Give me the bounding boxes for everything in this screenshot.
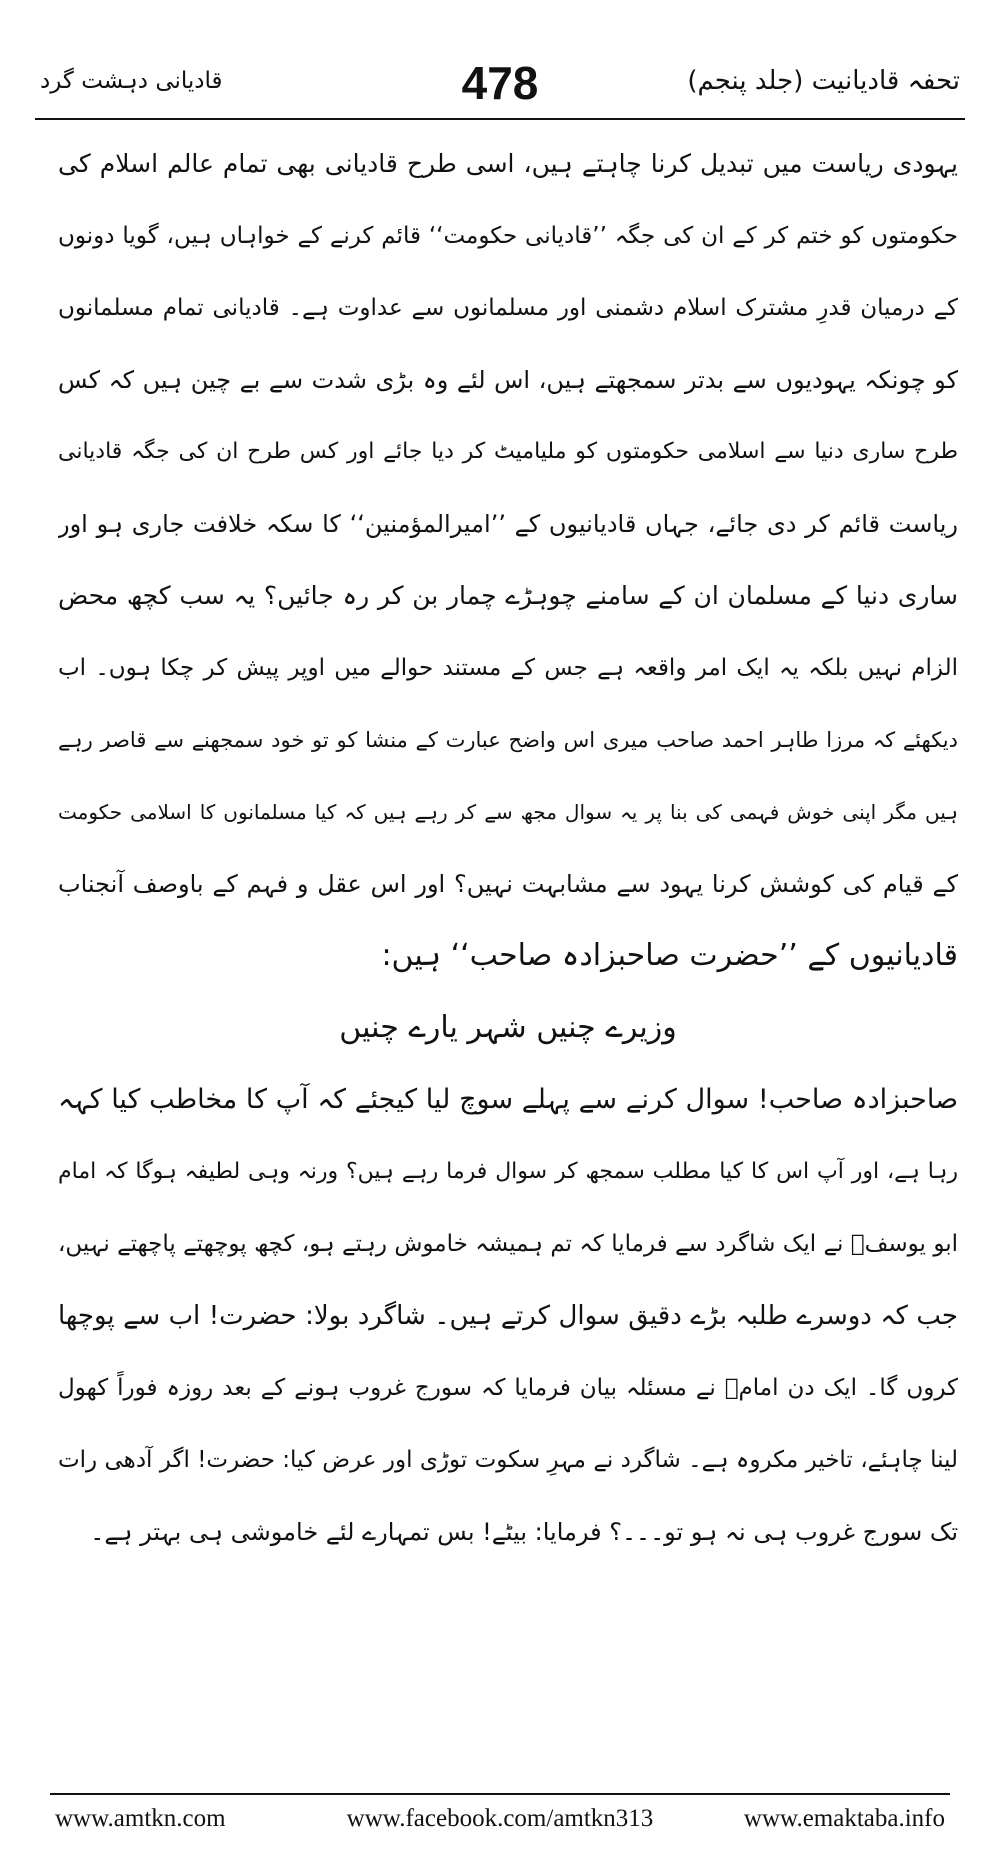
text-line: ہیں مگر اپنی خوش فہمی کی بنا پر یہ سوال مجھ سے کر رہے ہیں کہ کیا مسلمانوں کا اسلامی حکومت <box>58 800 958 824</box>
text-line: دیکھئے کہ مرزا طاہر احمد صاحب میری اس واضح عبارت کے منشا کو تو خود سمجھنے سے قاصر رہے <box>58 728 958 752</box>
text-line: تک سورج غروب ہی نہ ہو تو۔۔۔؟ فرمایا: بیٹے! بس تمہارے لئے خاموشی ہی بہتر ہے۔ <box>90 1518 958 1546</box>
page-header <box>40 57 960 122</box>
text-line: طرح ساری دنیا سے اسلامی حکومتوں کو ملیامیٹ کر دیا جائے اور کس طرح ان کی جگہ قادیانی <box>58 439 958 464</box>
book-title: تحفہ قادیانیت (جلد پنجم) <box>687 66 960 96</box>
text-line: رہا ہے، اور آپ اس کا کیا مطلب سمجھ کر سوال فرما رہے ہیں؟ ورنہ وہی لطیفہ ہوگا کہ امام <box>58 1159 958 1184</box>
footer-link-emaktaba[interactable]: www.emaktaba.info <box>743 1805 945 1832</box>
footer-link-amtkn[interactable]: www.amtkn.com <box>55 1805 226 1832</box>
text-line: کے درمیان قدرِ مشترک اسلام دشمنی اور مسلمانوں سے عداوت ہے۔ قادیانی تمام مسلمانوں <box>58 295 958 321</box>
text-line: قادیانیوں کے ’’حضرت صاحبزادہ صاحب‘‘ ہیں: <box>381 938 958 973</box>
text-line: کروں گا۔ ایک دن امامؒ نے مسئلہ بیان فرمایا کہ سورج غروب ہونے کے بعد روزہ فوراً کھول <box>58 1375 958 1401</box>
verse-heading: وزیرے چنیں شہر یارے چنیں <box>339 1010 677 1045</box>
chapter-title: قادیانی دہشت گرد <box>40 68 223 94</box>
text-line: ابو یوسفؒ نے ایک شاگرد سے فرمایا کہ تم ہمیشہ خاموش رہتے ہو، کچھ پوچھتے پاچھتے نہیں، <box>58 1231 958 1257</box>
header-divider <box>35 118 965 120</box>
footer-link-facebook[interactable]: www.facebook.com/amtkn313 <box>346 1805 654 1832</box>
text-line: الزام نہیں بلکہ یہ ایک امر واقعہ ہے جس کے مستند حوالے میں اوپر پیش کر چکا ہوں۔ اب <box>58 655 958 681</box>
page-number: 478 <box>461 57 539 109</box>
text-line: یہودی ریاست میں تبدیل کرنا چاہتے ہیں، اسی طرح قادیانی بھی تمام عالم اسلام کی <box>58 149 958 178</box>
footer-divider <box>50 1793 950 1795</box>
text-line: ساری دنیا کے مسلمان ان کے سامنے چوہڑے چمار بن کر رہ جائیں؟ یہ سب کچھ محض <box>58 581 958 610</box>
text-line: حکومتوں کو ختم کر کے ان کی جگہ ’’قادیانی حکومت‘‘ قائم کرنے کے خواہاں ہیں، گویا دونوں <box>58 223 958 249</box>
text-line: کو چونکہ یہودیوں سے بدتر سمجھتے ہیں، اس لئے وہ بڑی شدت سے بے چین ہیں کہ کس <box>58 366 958 394</box>
text-line: صاحبزادہ صاحب! سوال کرنے سے پہلے سوچ لیا کیجئے کہ آپ کا مخاطب کیا کہہ <box>58 1084 958 1115</box>
text-line: ریاست قائم کر دی جائے، جہاں قادیانیوں کے ’’امیرالمؤمنین‘‘ کا سکہ خلافت جاری ہو اور <box>58 510 958 538</box>
text-line: کے قیام کی کوشش کرنا یہود سے مشابہت نہیں؟ اور اس عقل و فہم کے باوصف آنجناب <box>58 870 958 898</box>
text-line: لینا چاہئے، تاخیر مکروہ ہے۔ شاگرد نے مہرِ سکوت توڑی اور عرض کیا: حضرت! اگر آدھی رات <box>58 1447 958 1473</box>
page-footer <box>55 1805 945 1835</box>
page-body <box>58 128 958 1568</box>
text-line: جب کہ دوسرے طلبہ بڑے دقیق سوال کرتے ہیں۔ شاگرد بولا: حضرت! اب سے پوچھا <box>58 1301 958 1331</box>
